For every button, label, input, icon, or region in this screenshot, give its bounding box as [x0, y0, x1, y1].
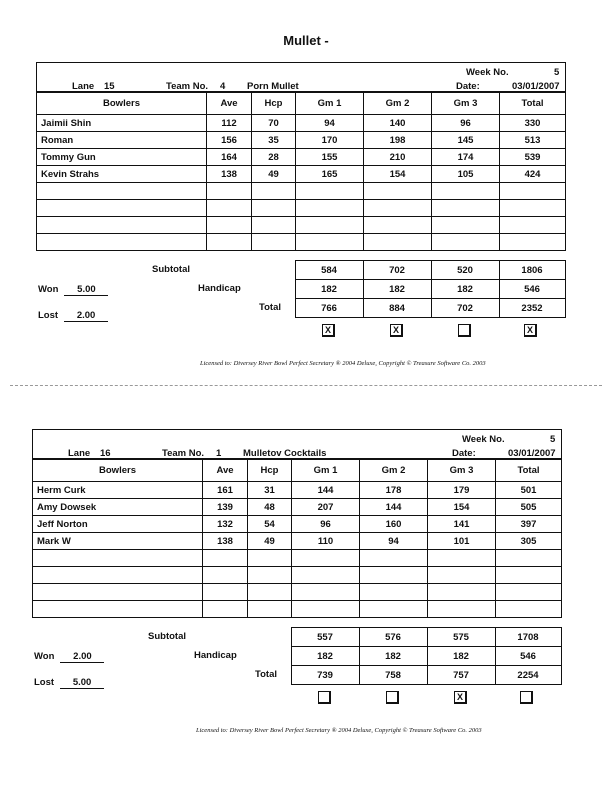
score-cell: 397	[496, 516, 562, 533]
subtotal-cell: 557	[291, 628, 359, 647]
score-cell	[296, 234, 364, 251]
blank-cell	[251, 261, 295, 280]
column-header: Ave	[207, 93, 252, 115]
team-label: Team No.	[166, 81, 209, 92]
lane-label: Lane	[68, 448, 91, 459]
score-cell	[496, 584, 562, 601]
won-value: 5.00	[64, 284, 108, 296]
lost-label: Lost	[34, 677, 55, 688]
subtotal-label: Subtotal	[152, 264, 190, 275]
handicap-cell: 182	[359, 647, 427, 666]
total-cell: 757	[427, 666, 495, 685]
handicap-row	[247, 647, 561, 666]
score-cell	[496, 550, 562, 567]
team-label: Team No.	[162, 448, 205, 459]
total-cell: 2352	[499, 299, 565, 318]
score-cell	[248, 567, 292, 584]
score-cell: 140	[364, 115, 432, 132]
bowler-row	[37, 234, 566, 251]
total-cell: 2254	[495, 666, 561, 685]
score-cell	[500, 217, 566, 234]
game-win-checkbox[interactable]	[458, 324, 471, 337]
score-cell	[203, 550, 248, 567]
column-header: Gm 1	[296, 93, 364, 115]
score-cell	[428, 567, 496, 584]
bowler-name-cell	[33, 550, 203, 567]
score-cell: 96	[432, 115, 500, 132]
score-cell: 305	[496, 533, 562, 550]
score-cell	[292, 584, 360, 601]
score-cell	[292, 550, 360, 567]
blank-cell	[247, 647, 291, 666]
score-cell: 539	[500, 149, 566, 166]
bowler-name-cell: Kevin Strahs	[37, 166, 207, 183]
score-cell	[248, 584, 292, 601]
game-win-checkbox[interactable]	[520, 691, 533, 704]
total-cell: 884	[363, 299, 431, 318]
lost-value: 5.00	[60, 677, 104, 689]
subtotal-row	[247, 628, 561, 647]
bowler-row	[37, 200, 566, 217]
week-label: Week No.	[466, 67, 509, 78]
score-cell	[248, 550, 292, 567]
column-header: Gm 3	[428, 460, 496, 482]
column-header-row	[33, 460, 562, 482]
bowler-name-cell	[37, 234, 207, 251]
score-cell: 141	[428, 516, 496, 533]
won-label: Won	[34, 651, 55, 662]
score-cell: 198	[364, 132, 432, 149]
score-cell: 139	[203, 499, 248, 516]
score-cell: 170	[296, 132, 364, 149]
scores-table	[32, 459, 562, 618]
game-win-checkbox[interactable]: X	[524, 324, 537, 337]
blank-cell	[251, 280, 295, 299]
score-cell: 144	[292, 482, 360, 499]
handicap-cell: 546	[495, 647, 561, 666]
score-cell	[360, 584, 428, 601]
bowler-name-cell: Herm Curk	[33, 482, 203, 499]
subtotal-label: Subtotal	[148, 631, 186, 642]
subtotal-row	[251, 261, 565, 280]
game-win-checkbox[interactable]	[318, 691, 331, 704]
score-cell: 94	[296, 115, 364, 132]
scores-table	[36, 92, 566, 251]
license-text: Licensed to: Diversey River Bowl Perfect Secretary ® 2004 Deluxe, Copyright © Treasure Software Co. 2003	[196, 727, 482, 734]
bowler-row	[33, 584, 562, 601]
bowler-row	[33, 482, 562, 499]
won-label-group	[38, 284, 108, 296]
bowler-name-cell	[33, 601, 203, 618]
column-header: Total	[496, 460, 562, 482]
score-cell	[432, 183, 500, 200]
score-cell	[364, 200, 432, 217]
score-cell: 207	[292, 499, 360, 516]
subtotal-cell: 576	[359, 628, 427, 647]
week-value: 5	[550, 434, 556, 445]
handicap-cell: 182	[431, 280, 499, 299]
score-cell: 505	[496, 499, 562, 516]
score-cell	[432, 200, 500, 217]
column-header: Gm 2	[364, 93, 432, 115]
score-cell	[292, 601, 360, 618]
score-cell	[203, 567, 248, 584]
score-cell: 210	[364, 149, 432, 166]
score-cell	[296, 183, 364, 200]
score-cell: 48	[248, 499, 292, 516]
score-cell: 154	[364, 166, 432, 183]
bowler-row	[33, 550, 562, 567]
total-cell: 758	[359, 666, 427, 685]
score-cell	[364, 183, 432, 200]
week-value: 5	[554, 67, 560, 78]
handicap-cell: 546	[499, 280, 565, 299]
score-cell	[252, 234, 296, 251]
lane-value: 15	[104, 81, 115, 92]
tear-line	[10, 385, 602, 386]
total-cell: 702	[431, 299, 499, 318]
score-cell: 138	[203, 533, 248, 550]
score-cell: 160	[360, 516, 428, 533]
lane-value: 16	[100, 448, 111, 459]
bowler-row	[33, 533, 562, 550]
score-cell: 132	[203, 516, 248, 533]
score-cell: 96	[292, 516, 360, 533]
score-cell	[360, 550, 428, 567]
score-cell	[207, 183, 252, 200]
game-win-checkbox[interactable]: X	[322, 324, 335, 337]
bowler-name-cell: Amy Dowsek	[33, 499, 203, 516]
handicap-cell: 182	[291, 647, 359, 666]
date-label: Date:	[452, 448, 476, 459]
bowler-row	[37, 217, 566, 234]
won-label: Won	[38, 284, 59, 295]
score-cell: 35	[252, 132, 296, 149]
handicap-row	[251, 280, 565, 299]
score-cell: 165	[296, 166, 364, 183]
score-cell: 54	[248, 516, 292, 533]
score-cell	[360, 601, 428, 618]
score-cell	[428, 584, 496, 601]
handicap-cell: 182	[363, 280, 431, 299]
date-value: 03/01/2007	[508, 448, 556, 459]
total-row	[251, 299, 565, 318]
score-cell: 156	[207, 132, 252, 149]
bowler-name-cell: Jaimii Shin	[37, 115, 207, 132]
team-value: 4	[220, 81, 226, 92]
bowler-row	[37, 149, 566, 166]
score-cell	[203, 584, 248, 601]
game-win-checkbox[interactable]: X	[454, 691, 467, 704]
total-label: Total	[255, 669, 277, 680]
subtotal-cell: 520	[431, 261, 499, 280]
score-cell: 144	[360, 499, 428, 516]
score-cell	[296, 217, 364, 234]
handicap-label: Handicap	[194, 650, 237, 661]
score-cell: 105	[432, 166, 500, 183]
date-label: Date:	[456, 81, 480, 92]
score-cell: 110	[292, 533, 360, 550]
won-value: 2.00	[60, 651, 104, 663]
bowler-row	[37, 166, 566, 183]
score-cell	[360, 567, 428, 584]
bowler-name-cell	[37, 217, 207, 234]
column-header: Gm 1	[292, 460, 360, 482]
score-cell: 28	[252, 149, 296, 166]
score-cell	[207, 217, 252, 234]
bowler-row	[33, 516, 562, 533]
team-name: Porn Mullet	[247, 81, 299, 92]
blank-cell	[247, 628, 291, 647]
column-header: Gm 3	[432, 93, 500, 115]
bowler-name-cell: Tommy Gun	[37, 149, 207, 166]
score-cell	[364, 217, 432, 234]
lost-label-group	[38, 310, 108, 322]
week-label: Week No.	[462, 434, 505, 445]
score-cell	[252, 183, 296, 200]
score-cell: 49	[252, 166, 296, 183]
bowler-row	[37, 183, 566, 200]
column-header: Gm 2	[360, 460, 428, 482]
subtotal-cell: 702	[363, 261, 431, 280]
total-cell: 739	[291, 666, 359, 685]
handicap-cell: 182	[295, 280, 363, 299]
game-win-checkbox[interactable]	[386, 691, 399, 704]
score-cell: 101	[428, 533, 496, 550]
column-header: Bowlers	[33, 460, 203, 482]
score-cell	[500, 234, 566, 251]
score-cell	[428, 550, 496, 567]
score-cell	[203, 601, 248, 618]
column-header: Hcp	[248, 460, 292, 482]
score-cell	[500, 183, 566, 200]
bowler-name-cell	[37, 200, 207, 217]
won-label-group	[34, 651, 104, 663]
lost-label-group	[34, 677, 104, 689]
total-row	[247, 666, 561, 685]
totals-table	[251, 260, 566, 318]
score-cell	[252, 217, 296, 234]
totals-table	[247, 627, 562, 685]
bowler-name-cell	[37, 183, 207, 200]
total-cell: 766	[295, 299, 363, 318]
bowler-row	[33, 567, 562, 584]
team-value: 1	[216, 448, 222, 459]
score-cell: 70	[252, 115, 296, 132]
score-cell: 164	[207, 149, 252, 166]
column-header: Bowlers	[37, 93, 207, 115]
license-text: Licensed to: Diversey River Bowl Perfect Secretary ® 2004 Deluxe, Copyright © Treasure Software Co. 2003	[200, 360, 486, 367]
score-cell	[207, 234, 252, 251]
score-cell: 154	[428, 499, 496, 516]
bowler-name-cell	[33, 584, 203, 601]
game-win-checkbox[interactable]: X	[390, 324, 403, 337]
bowler-row	[37, 132, 566, 149]
subtotal-cell: 575	[427, 628, 495, 647]
score-cell	[432, 217, 500, 234]
score-cell: 145	[432, 132, 500, 149]
total-label: Total	[259, 302, 281, 313]
score-cell	[432, 234, 500, 251]
score-cell: 112	[207, 115, 252, 132]
score-cell	[496, 567, 562, 584]
score-cell: 31	[248, 482, 292, 499]
lost-value: 2.00	[64, 310, 108, 322]
team-name: Mulletov Cocktails	[243, 448, 327, 459]
subtotal-cell: 1708	[495, 628, 561, 647]
score-cell	[296, 200, 364, 217]
score-cell: 424	[500, 166, 566, 183]
lost-label: Lost	[38, 310, 59, 321]
score-cell: 161	[203, 482, 248, 499]
page-title: Mullet -	[283, 33, 329, 48]
bowler-row	[37, 115, 566, 132]
score-cell	[252, 200, 296, 217]
score-cell: 513	[500, 132, 566, 149]
bowler-name-cell: Mark W	[33, 533, 203, 550]
score-cell	[207, 200, 252, 217]
score-cell: 155	[296, 149, 364, 166]
column-header-row	[37, 93, 566, 115]
bowler-name-cell: Jeff Norton	[33, 516, 203, 533]
score-cell	[496, 601, 562, 618]
bowler-name-cell	[33, 567, 203, 584]
score-cell	[292, 567, 360, 584]
column-header: Hcp	[252, 93, 296, 115]
bowler-row	[33, 601, 562, 618]
score-cell: 49	[248, 533, 292, 550]
score-cell	[248, 601, 292, 618]
score-cell	[364, 234, 432, 251]
subtotal-cell: 584	[295, 261, 363, 280]
handicap-cell: 182	[427, 647, 495, 666]
column-header: Ave	[203, 460, 248, 482]
date-value: 03/01/2007	[512, 81, 560, 92]
bowler-row	[33, 499, 562, 516]
bowler-name-cell: Roman	[37, 132, 207, 149]
handicap-label: Handicap	[198, 283, 241, 294]
score-cell: 179	[428, 482, 496, 499]
subtotal-cell: 1806	[499, 261, 565, 280]
score-cell: 138	[207, 166, 252, 183]
lane-label: Lane	[72, 81, 95, 92]
score-cell: 94	[360, 533, 428, 550]
score-cell: 501	[496, 482, 562, 499]
column-header: Total	[500, 93, 566, 115]
score-cell: 174	[432, 149, 500, 166]
score-cell	[428, 601, 496, 618]
score-cell: 178	[360, 482, 428, 499]
score-cell: 330	[500, 115, 566, 132]
score-cell	[500, 200, 566, 217]
